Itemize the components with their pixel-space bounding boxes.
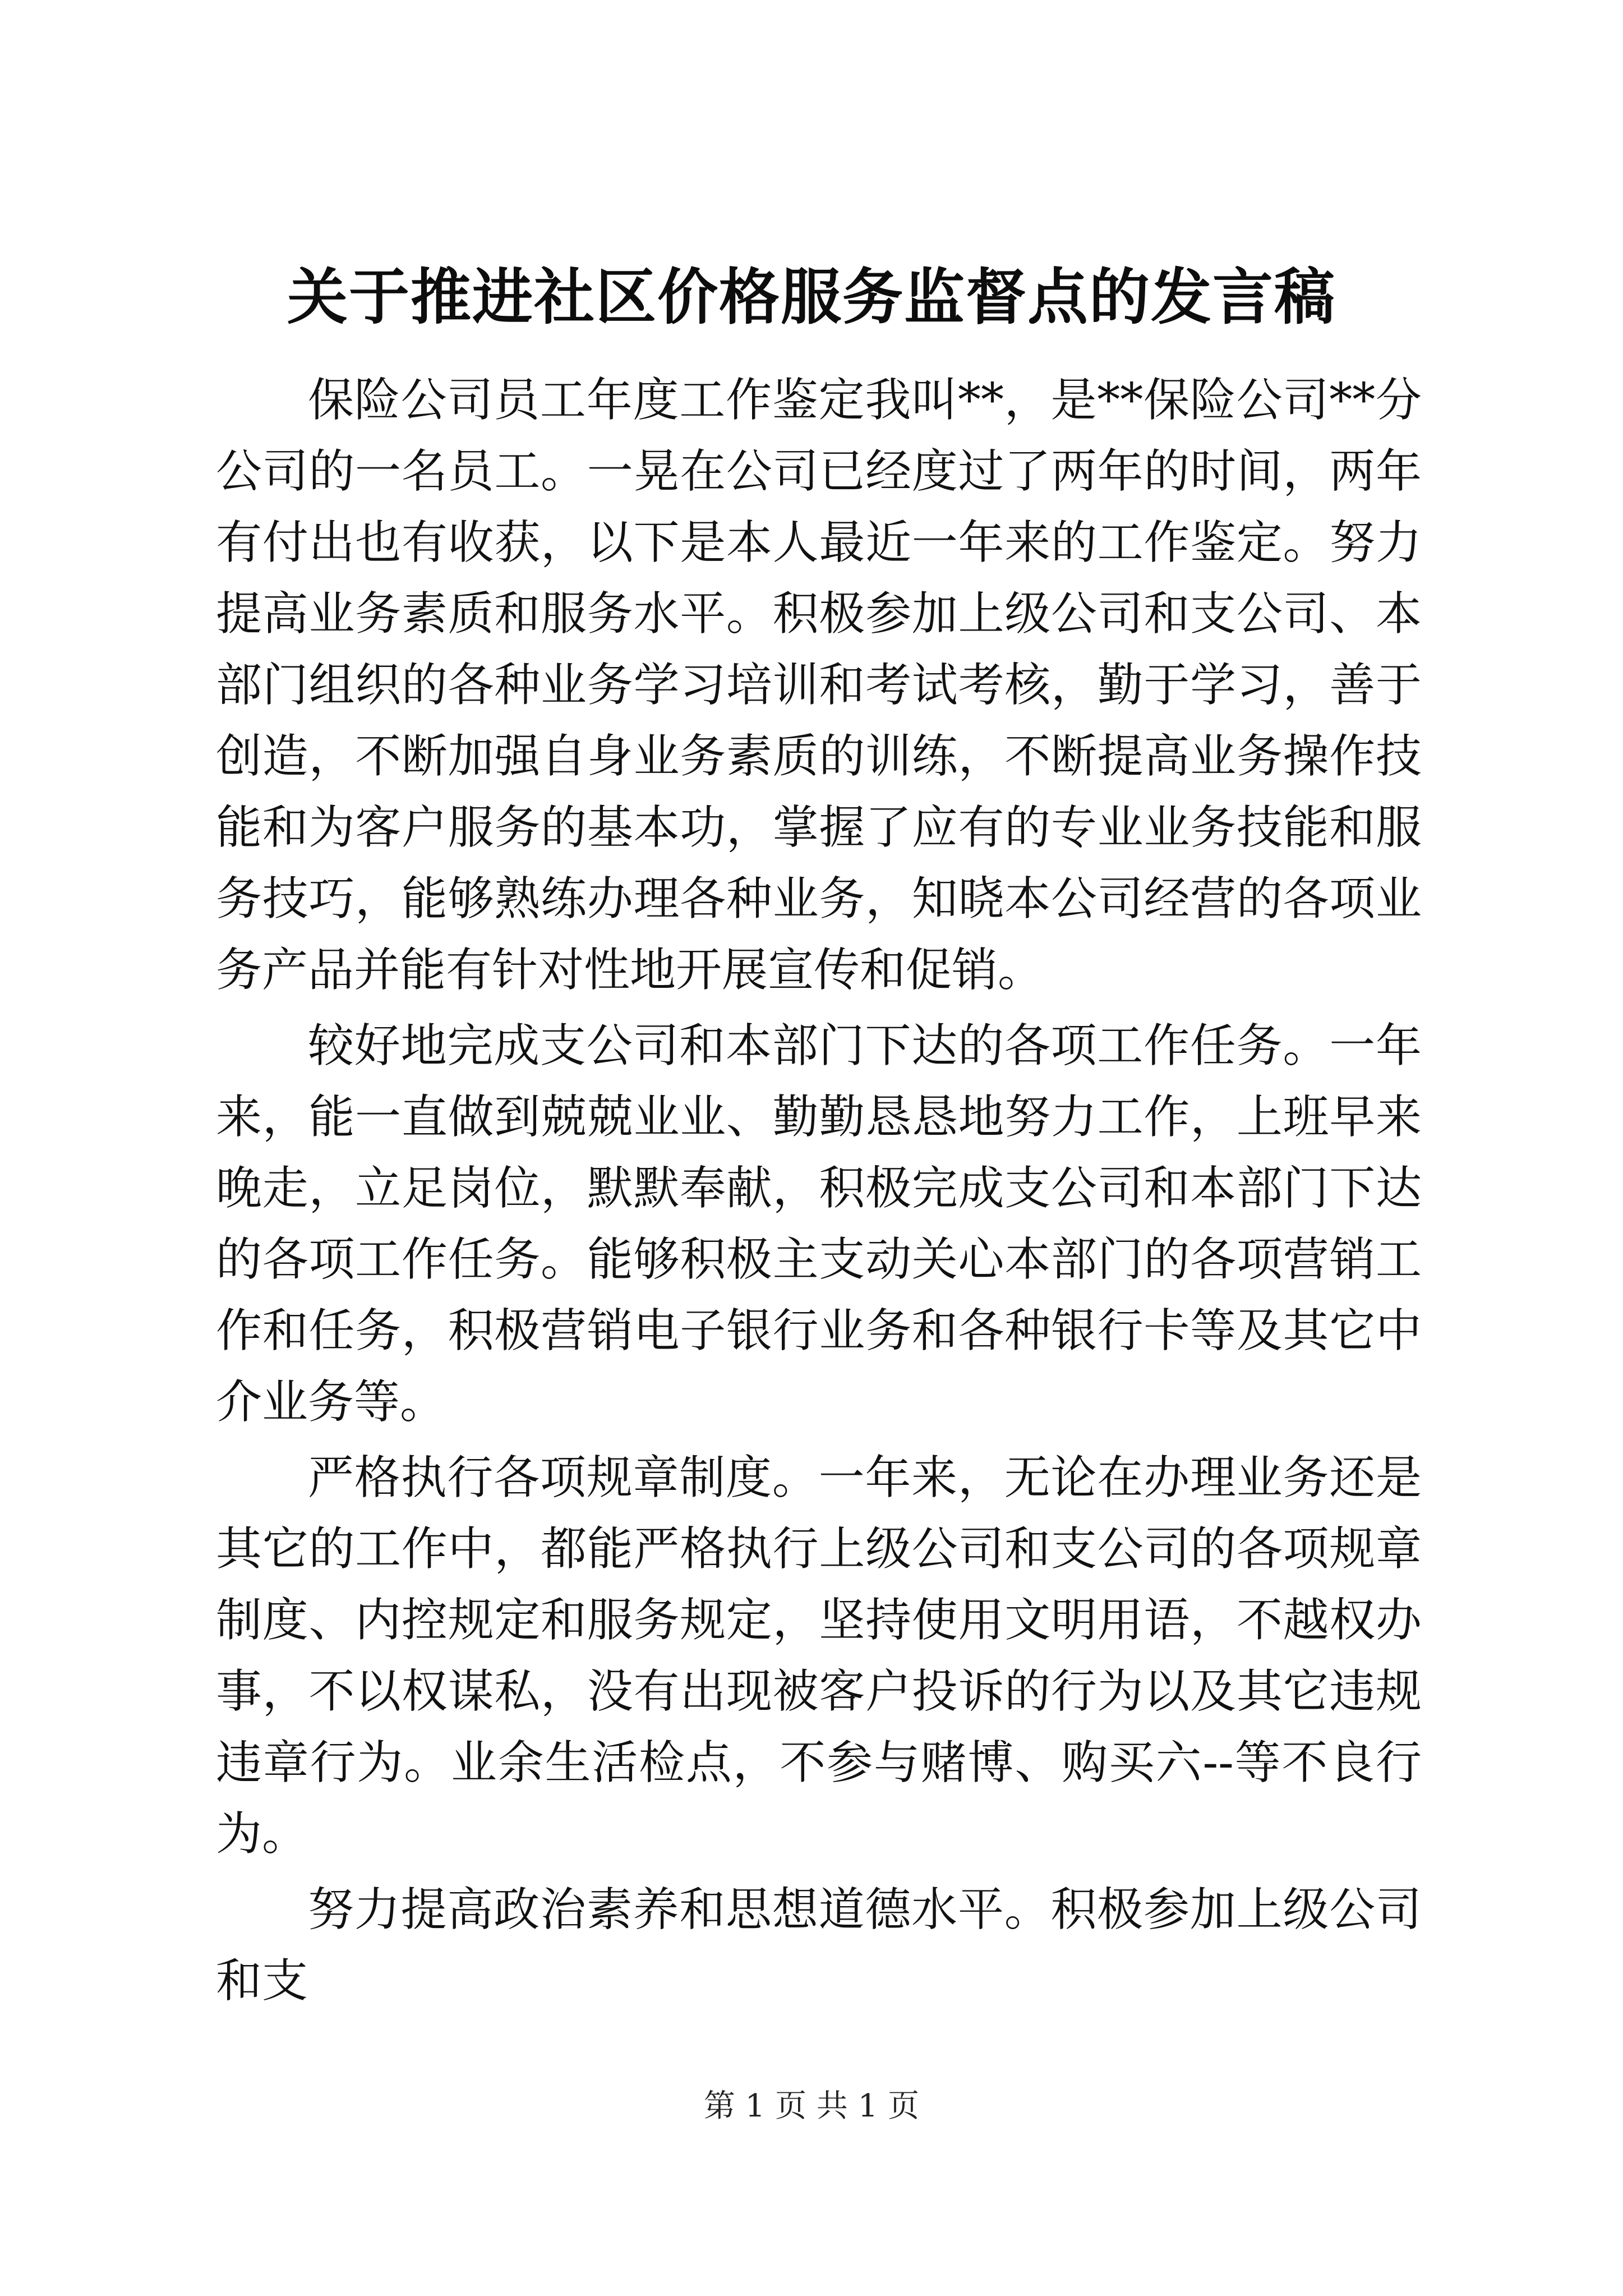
paragraph: 保险公司员工年度工作鉴定我叫**，是**保险公司**分公司的一名员工。一晃在公司已经度过了两年的时间，两年有付出也有收获，以下是本人最近一年来的工作鉴定。努力提高业务素质和服务水平。积极参加上级公司和支公司、本部门组织的各种业务学习培训和考试考核，勤于学习，善于创造，不断加强自身业务素质的训练，不断提高业务操作技能和为客户服务的基本功，掌握了应有的专业业务技能和服务技巧，能够熟练办理各种业务，知晓本公司经营的各项业务产品并能有针对性地开展宣传和促销。: [216, 374, 1422, 997]
paragraph: 严格执行各项规章制度。一年来，无论在办理业务还是其它的工作中，都能严格执行上级公司和支公司的各项规章制度、内控规定和服务规定，坚持使用文明用语，不越权办事，不以权谋私，没有出现被客户投诉的行为以及其它违规违章行为。业余生活检点，不参与赌博、购买六--等不良行为。: [216, 1451, 1422, 1861]
document-body: [216, 365, 1422, 2017]
page-number-footer: 第 1 页 共 1 页: [703, 2088, 920, 2124]
page-title: 关于推进社区价格服务监督点的发言稿: [287, 262, 1336, 333]
paragraph: 努力提高政治素养和思想道德水平。积极参加上级公司和支: [216, 1883, 1422, 2008]
paragraph: 较好地完成支公司和本部门下达的各项工作任务。一年来，能一直做到兢兢业业、勤勤恳恳地努力工作，上班早来晚走，立足岗位，默默奉献，积极完成支公司和本部门下达的各项工作任务。能够积极主支动关心本部门的各项营销工作和任务，积极营销电子银行业务和各种银行卡等及其它中介业务等。: [216, 1019, 1422, 1429]
